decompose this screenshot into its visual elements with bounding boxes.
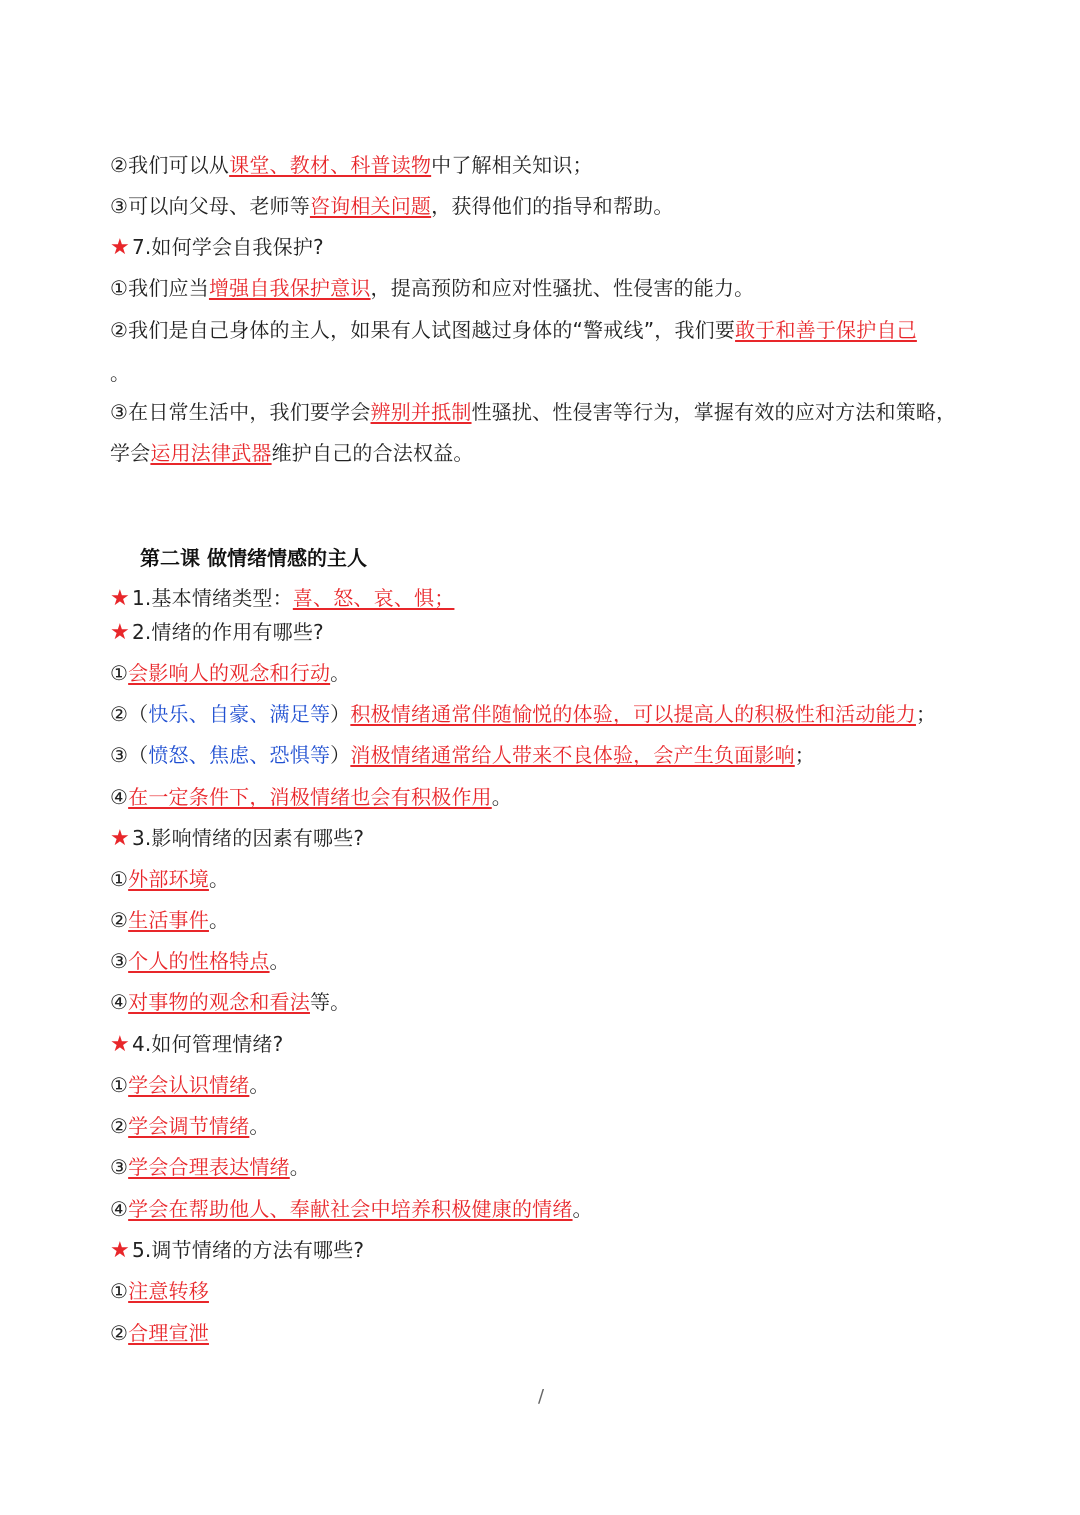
highlight: 学会调节情绪 [128, 1114, 250, 1138]
section-heading: 第二课 做情绪情感的主人 [140, 546, 367, 570]
text-line: 。 [110, 361, 131, 385]
text-line: ②生活事件。 [110, 908, 230, 932]
highlight: 生活事件 [128, 908, 209, 932]
question-line: ★ 7.如何学会自我保护? [110, 235, 324, 260]
highlight: 个人的性格特点 [128, 949, 270, 973]
highlight: 学会在帮助他人、奉献社会中培养积极健康的情绪 [128, 1197, 573, 1221]
star-icon: ★ [110, 586, 130, 611]
text-line: ③学会合理表达情绪。 [110, 1155, 310, 1179]
text-line: ②（快乐、自豪、满足等）积极情绪通常伴随愉悦的体验，可以提高人的积极性和活动能力； [110, 702, 937, 726]
question-line: ★ 3.影响情绪的因素有哪些? [110, 826, 365, 851]
highlight: 消极情绪通常给人带来不良体验，会产生负面影响 [350, 743, 795, 767]
page-footer-mark: / [538, 1386, 545, 1407]
text-line: ①学会认识情绪。 [110, 1073, 270, 1097]
star-icon: ★ [110, 620, 130, 645]
highlight: 合理宣泄 [128, 1321, 209, 1345]
blue-text: 愤怒、焦虑、恐惧等 [148, 743, 331, 767]
text-line: ③（愤怒、焦虑、恐惧等）消极情绪通常给人带来不良体验，会产生负面影响； [110, 743, 815, 767]
text-line: ①会影响人的观念和行动。 [110, 661, 351, 685]
highlight: 会影响人的观念和行动 [128, 661, 331, 685]
question-line: ★ 1.基本情绪类型：喜、怒、哀、惧； [110, 586, 455, 611]
highlight: 辨别并抵制 [370, 400, 472, 424]
highlight: 增强自我保护意识 [208, 276, 371, 300]
highlight: 课堂、教材、科普读物 [229, 153, 432, 177]
highlight: 喜、怒、哀、惧； [292, 586, 455, 610]
highlight: 咨询相关问题 [309, 194, 432, 218]
highlight: 在一定条件下，消极情绪也会有积极作用 [128, 785, 492, 809]
highlight: 积极情绪通常伴随愉悦的体验，可以提高人的积极性和活动能力 [350, 702, 916, 726]
star-icon: ★ [110, 1238, 130, 1263]
text-line: ②学会调节情绪。 [110, 1114, 270, 1138]
highlight: 注意转移 [128, 1279, 209, 1303]
text-line: ④对事物的观念和看法等。 [110, 990, 351, 1014]
question-line: ★ 2.情绪的作用有哪些? [110, 620, 324, 645]
text-line: ④在一定条件下，消极情绪也会有积极作用。 [110, 785, 512, 809]
highlight: 敢于和善于保护自己 [735, 318, 917, 342]
star-icon: ★ [110, 826, 130, 851]
text-line: ②合理宣泄 [110, 1321, 209, 1345]
text-line: ③个人的性格特点。 [110, 949, 290, 973]
question-line: ★ 4.如何管理情绪? [110, 1032, 284, 1057]
blue-text: 快乐、自豪、满足等 [148, 702, 331, 726]
star-icon: ★ [110, 1032, 130, 1057]
highlight: 运用法律武器 [150, 441, 272, 465]
highlight: 对事物的观念和看法 [128, 990, 310, 1014]
text-line: ③可以向父母、老师等咨询相关问题，获得他们的指导和帮助。 [110, 194, 674, 218]
text-line: ①我们应当增强自我保护意识，提高预防和应对性骚扰、性侵害的能力。 [110, 276, 755, 300]
text-line: ③在日常生活中，我们要学会辨别并抵制性骚扰、性侵害等行为，掌握有效的应对方法和策略， [110, 400, 957, 424]
highlight: 学会认识情绪 [128, 1073, 250, 1097]
highlight: 外部环境 [128, 867, 209, 891]
text-line: ②我们是自己身体的主人，如果有人试图越过身体的“警戒线”，我们要敢于和善于保护自己 [110, 318, 917, 342]
text-line: ①注意转移 [110, 1279, 209, 1303]
question-line: ★ 5.调节情绪的方法有哪些? [110, 1238, 365, 1263]
star-icon: ★ [110, 235, 130, 260]
text-line: ④学会在帮助他人、奉献社会中培养积极健康的情绪。 [110, 1197, 593, 1221]
text-line: ①外部环境。 [110, 867, 230, 891]
text-line: ②我们可以从课堂、教材、科普读物中了解相关知识； [110, 153, 593, 177]
text-line: 学会运用法律武器维护自己的合法权益。 [110, 441, 474, 465]
highlight: 学会合理表达情绪 [128, 1155, 290, 1179]
